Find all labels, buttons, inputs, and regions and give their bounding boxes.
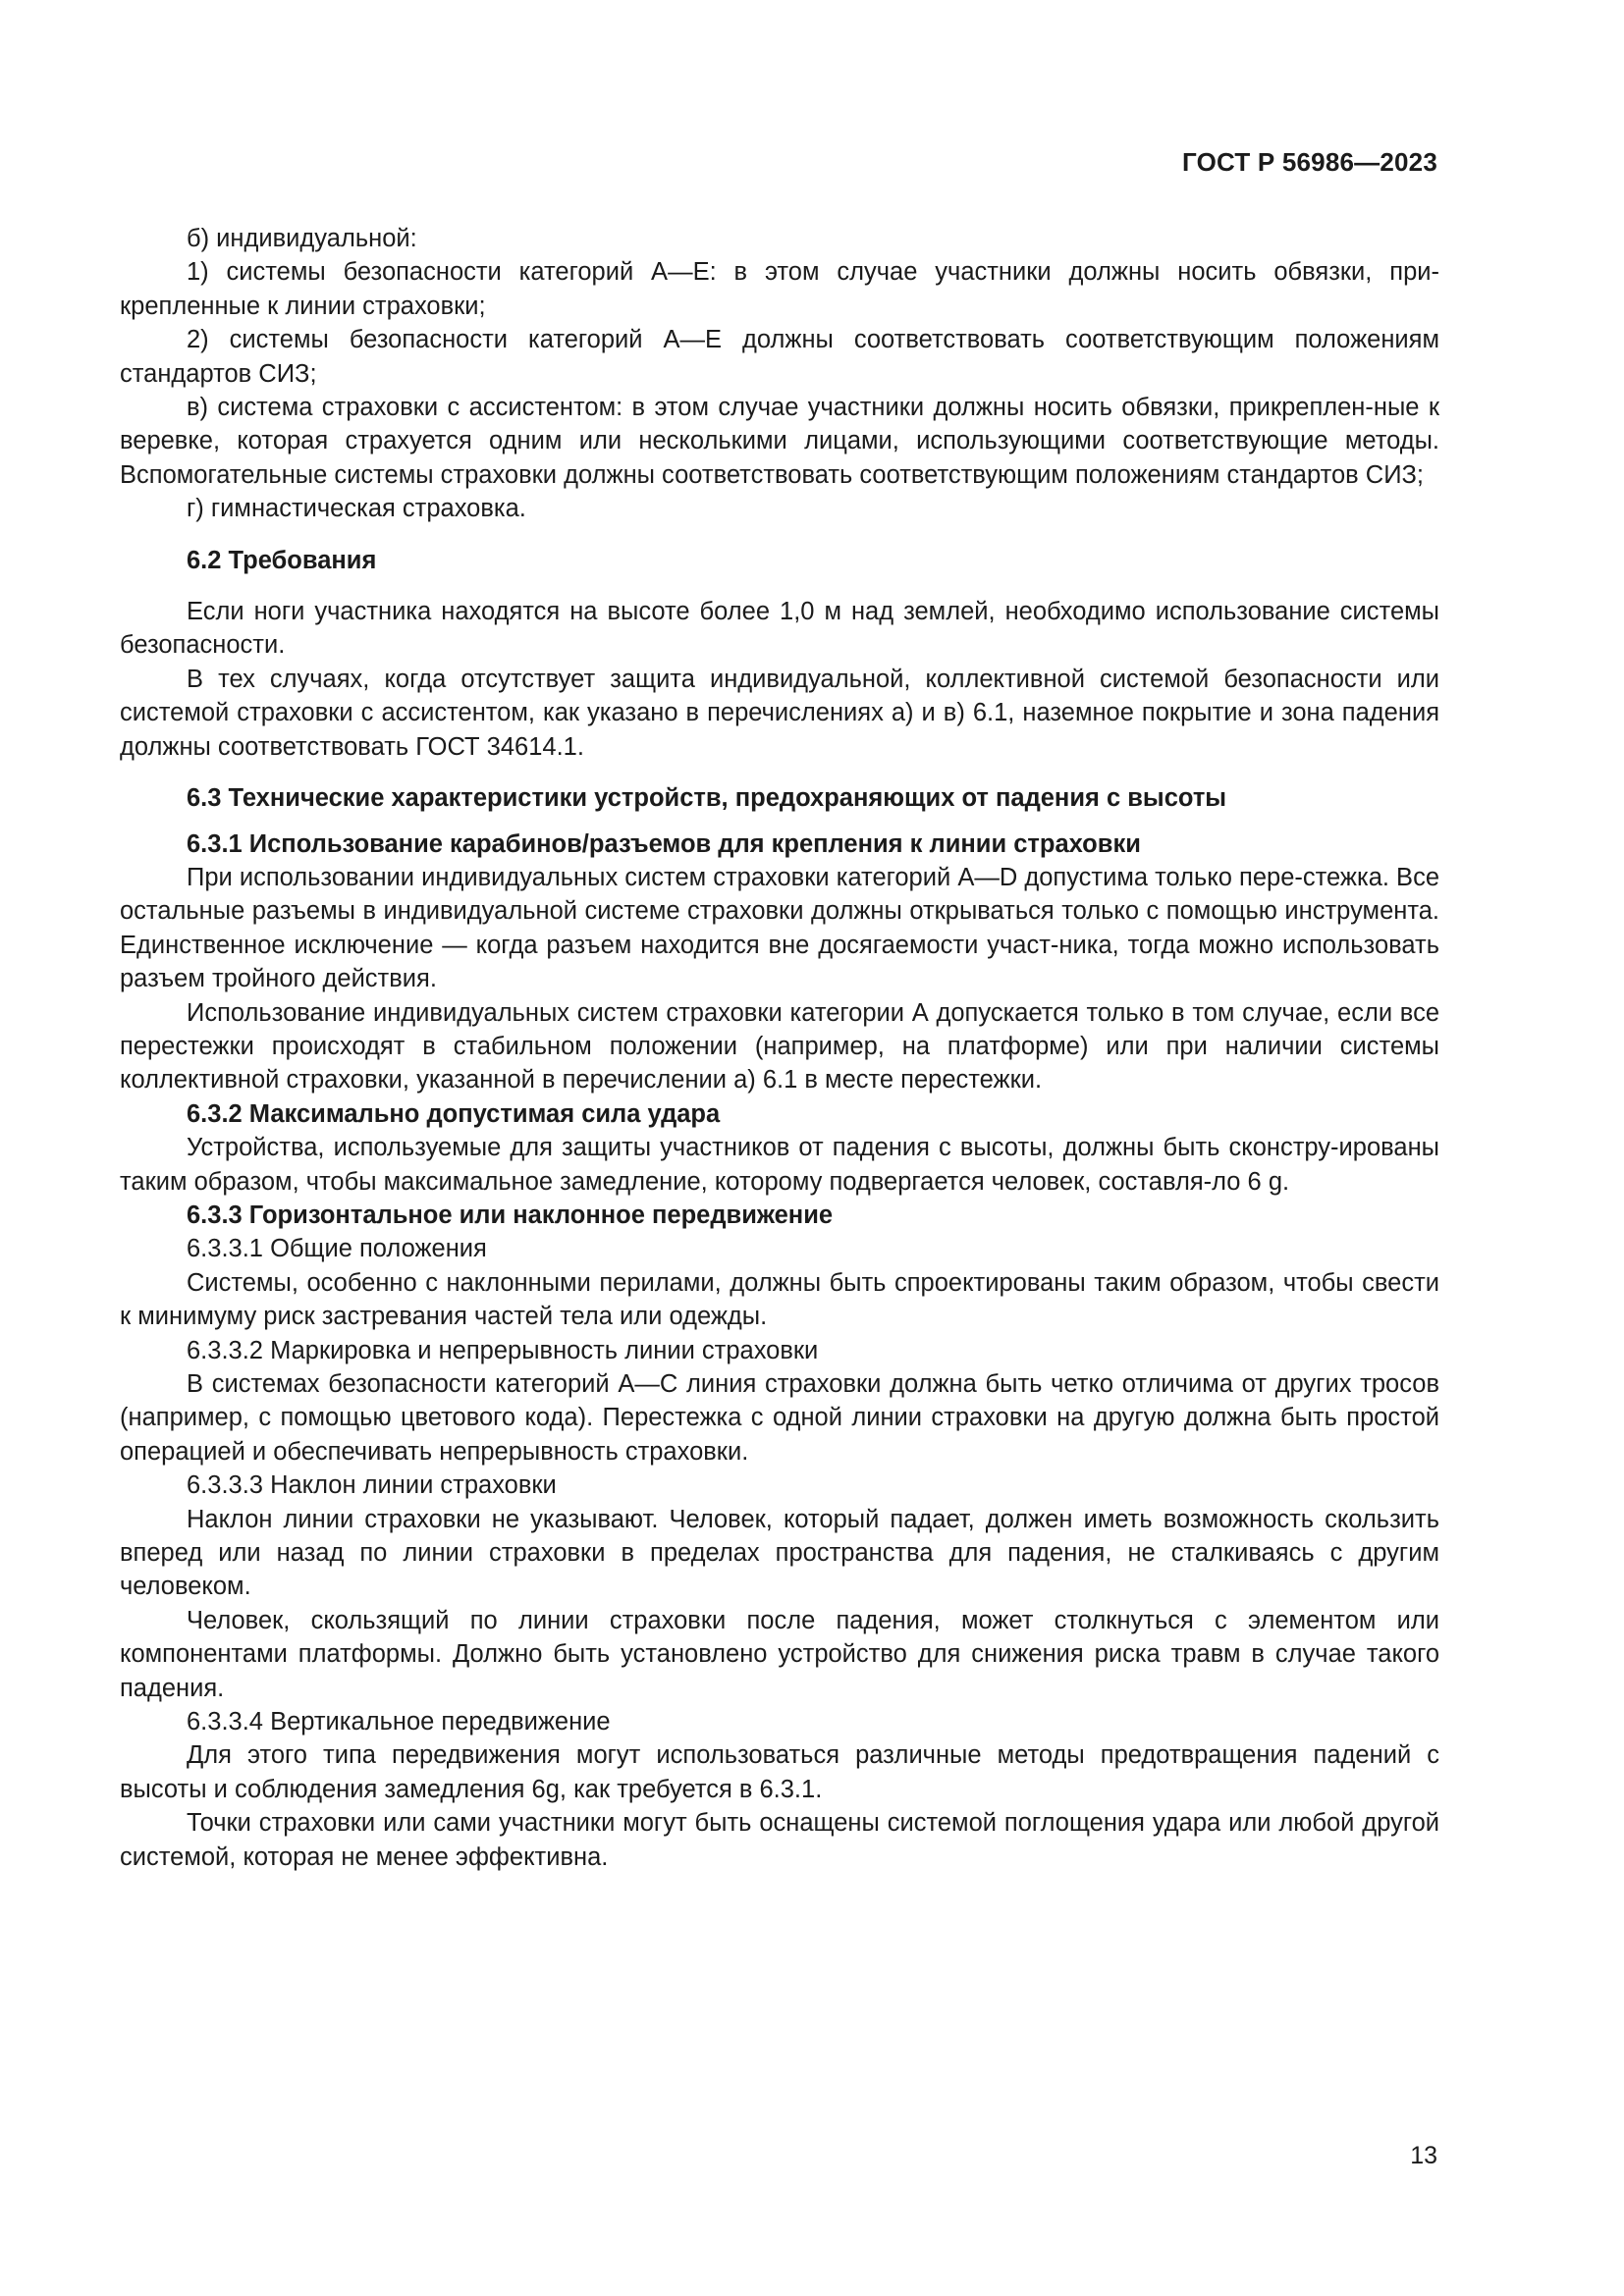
paragraph: Наклон линии страховки не указывают. Человек, который падает, должен иметь возможность скользить вперед или назад по линии страховки в пределах пространства для падения, не сталкиваясь с другим человеком. (120, 1505, 1439, 1601)
paragraph: Для этого типа передвижения могут использоваться различные методы предотвращения падений с высоты и соблюдения замедления 6g, как требуется в 6.3.1. (120, 1741, 1439, 1803)
clause-title: 6.3.3.3 Наклон линии страховки (187, 1471, 557, 1500)
paragraph: Использование индивидуальных систем страховки категории А допускается только в том случае, если все перестежки происходят в стабильном положении (например, на платформе) или при наличии системы коллективной страховки, указанной в перечислении а) 6.1 в месте перестежки. (120, 998, 1439, 1095)
paragraph: Устройства, используемые для защиты участников от падения с высоты, должны быть сконстру-ированы таким образом, чтобы максимальное замедление, которому подвергается человек, составля-ло 6 g. (120, 1134, 1439, 1196)
document-id-header: ГОСТ Р 56986—2023 (1182, 147, 1437, 177)
paragraph: В тех случаях, когда отсутствует защита индивидуальной, коллективной системой безопасности или системой страховки с ассистентом, как указано в перечислениях а) и в) 6.1, наземное покрытие и зона падения должны соответствовать ГОСТ 34614.1. (120, 665, 1439, 761)
paragraph: Точки страховки или сами участники могут быть оснащены системой поглощения удара или любой другой системой, которая не менее эффективна. (120, 1809, 1439, 1871)
list-item: 1) системы безопасности категорий А—Е: в этом случае участники должны носить обвязки, при-крепленные к линии страховки; (120, 258, 1439, 320)
clause-title: 6.3.3.2 Маркировка и непрерывность линии страховки (187, 1336, 819, 1364)
list-item: г) гимнастическая страховка. (187, 495, 526, 523)
paragraph: В системах безопасности категорий А—С линия страховки должна быть четко отличима от других тросов (например, с помощью цветового кода). Перестежка с одной линии страховки на другую должна быть простой операцией и обеспечивать непрерывность страховки. (120, 1370, 1439, 1466)
page-number: 13 (1410, 2142, 1437, 2169)
clause-title: 6.3.3.4 Вертикальное передвижение (187, 1708, 611, 1736)
list-item: 2) системы безопасности категорий А—Е должны соответствовать соответствующим положениям стандартов СИЗ; (120, 326, 1439, 388)
paragraph: Человек, скользящий по линии страховки после падения, может столкнуться с элементом или компонентами платформы. Должно быть установлено устройство для снижения риска травм в случае такого падения. (120, 1606, 1439, 1702)
subsection-heading: 6.3.3 Горизонтальное или наклонное передвижение (187, 1201, 834, 1229)
section-heading: 6.3 Технические характеристики устройств, предохраняющих от падения с высоты (187, 784, 1227, 813)
section-heading: 6.2 Требования (187, 546, 377, 574)
list-item: б) индивидуальной: (187, 225, 417, 252)
body-text (120, 222, 1439, 1874)
paragraph: Если ноги участника находятся на высоте более 1,0 м над землей, необходимо использование системы безопасности. (120, 598, 1439, 660)
list-item: в) система страховки с ассистентом: в этом случае участники должны носить обвязки, прикреплен-ные к веревке, которая страхуется одним или несколькими лицами, использующими соответствующие методы. Вспомогательные системы страховки должны соответствовать соответствующим положениям стандартов СИЗ; (120, 394, 1439, 489)
clause-title: 6.3.3.1 Общие положения (187, 1235, 487, 1263)
subsection-heading: 6.3.2 Максимально допустимая сила удара (187, 1099, 721, 1128)
paragraph: При использовании индивидуальных систем страховки категорий А—D допустима только пере-стежка. Все остальные разъемы в индивидуальной системе страховки должны открываться только с помощью инструмента. Единственное исключение — когда разъем находится вне досягаемости участ-ника, тогда можно использовать разъем тройного действия. (120, 863, 1439, 993)
paragraph: Системы, особенно с наклонными перилами, должны быть спроектированы таким образом, чтобы свести к минимуму риск застревания частей тела или одежды. (120, 1268, 1439, 1331)
subsection-heading: 6.3.1 Использование карабинов/разъемов для крепления к линии страховки (187, 829, 1141, 858)
